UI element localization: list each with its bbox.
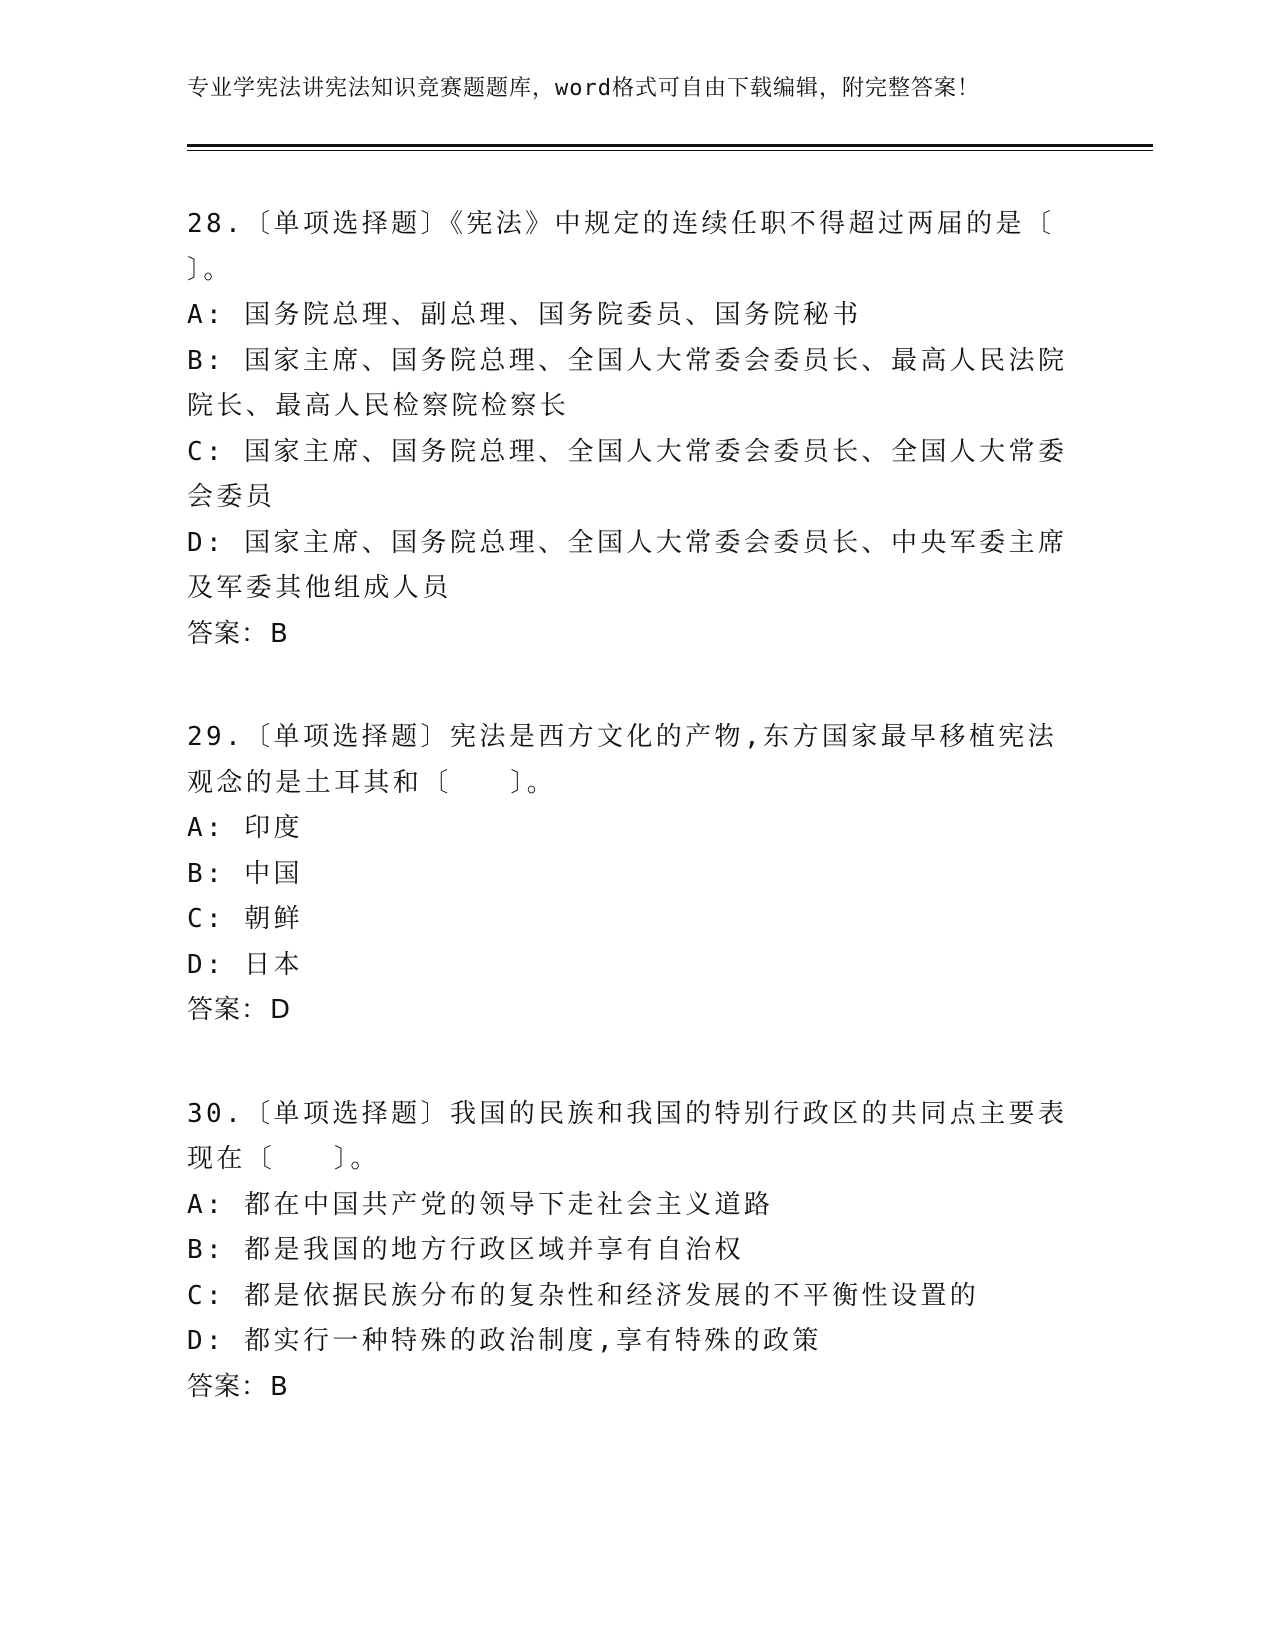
answer-label: 答案：	[187, 995, 269, 1025]
header-rule-thick	[187, 144, 1153, 147]
option-d: D: 国家主席、国务院总理、全国人大常委会委员长、中央军委主席及军委其他组成人员	[187, 527, 1068, 603]
answer-value: B	[270, 1371, 289, 1402]
answer-line	[187, 612, 1077, 658]
answer-value: B	[270, 618, 289, 649]
option-a: A: 印度	[187, 813, 303, 843]
option-c: C: 朝鲜	[187, 904, 303, 934]
option-b: B: 都是我国的地方行政区域并享有自治权	[187, 1235, 744, 1265]
page-header: 专业学宪法讲宪法知识竞赛题题库，word格式可自由下载编辑，附完整答案！	[187, 76, 980, 101]
option-a: A: 都在中国共产党的领导下走社会主义道路	[187, 1189, 774, 1220]
question-stem: 29.〔单项选择题〕宪法是西方文化的产物,东方国家最早移植宪法观念的是土耳其和〔 〕。	[187, 722, 1058, 798]
option-c: C: 国家主席、国务院总理、全国人大常委会委员长、全国人大常委会委员	[187, 436, 1068, 512]
option-a: A: 国务院总理、副总理、国务院委员、国务院秘书	[187, 300, 862, 330]
answer-label: 答案：	[187, 1371, 269, 1402]
answer-line	[187, 988, 1077, 1034]
question-30	[187, 1092, 1077, 1411]
question-stem: 30.〔单项选择题〕我国的民族和我国的特别行政区的共同点主要表现在〔 〕。	[187, 1098, 1068, 1174]
option-d: D: 都实行一种特殊的政治制度,享有特殊的政策	[187, 1326, 822, 1356]
option-b: B: 国家主席、国务院总理、全国人大常委会委员长、最高人民法院院长、最高人民检察院检察长	[187, 345, 1068, 421]
question-stem: 28.〔单项选择题〕《宪法》中规定的连续任职不得超过两届的是〔 〕。	[187, 209, 1055, 285]
answer-label: 答案：	[187, 618, 269, 649]
option-d: D: 日本	[187, 949, 303, 980]
header-rule-thin	[187, 150, 1153, 151]
question-28	[187, 202, 1077, 657]
answer-line	[187, 1365, 1077, 1411]
answer-value: D	[270, 995, 292, 1025]
question-list	[187, 202, 1077, 1468]
option-c: C: 都是依据民族分布的复杂性和经济发展的不平衡性设置的	[187, 1280, 980, 1311]
question-29	[187, 715, 1077, 1034]
option-b: B: 中国	[187, 858, 303, 889]
